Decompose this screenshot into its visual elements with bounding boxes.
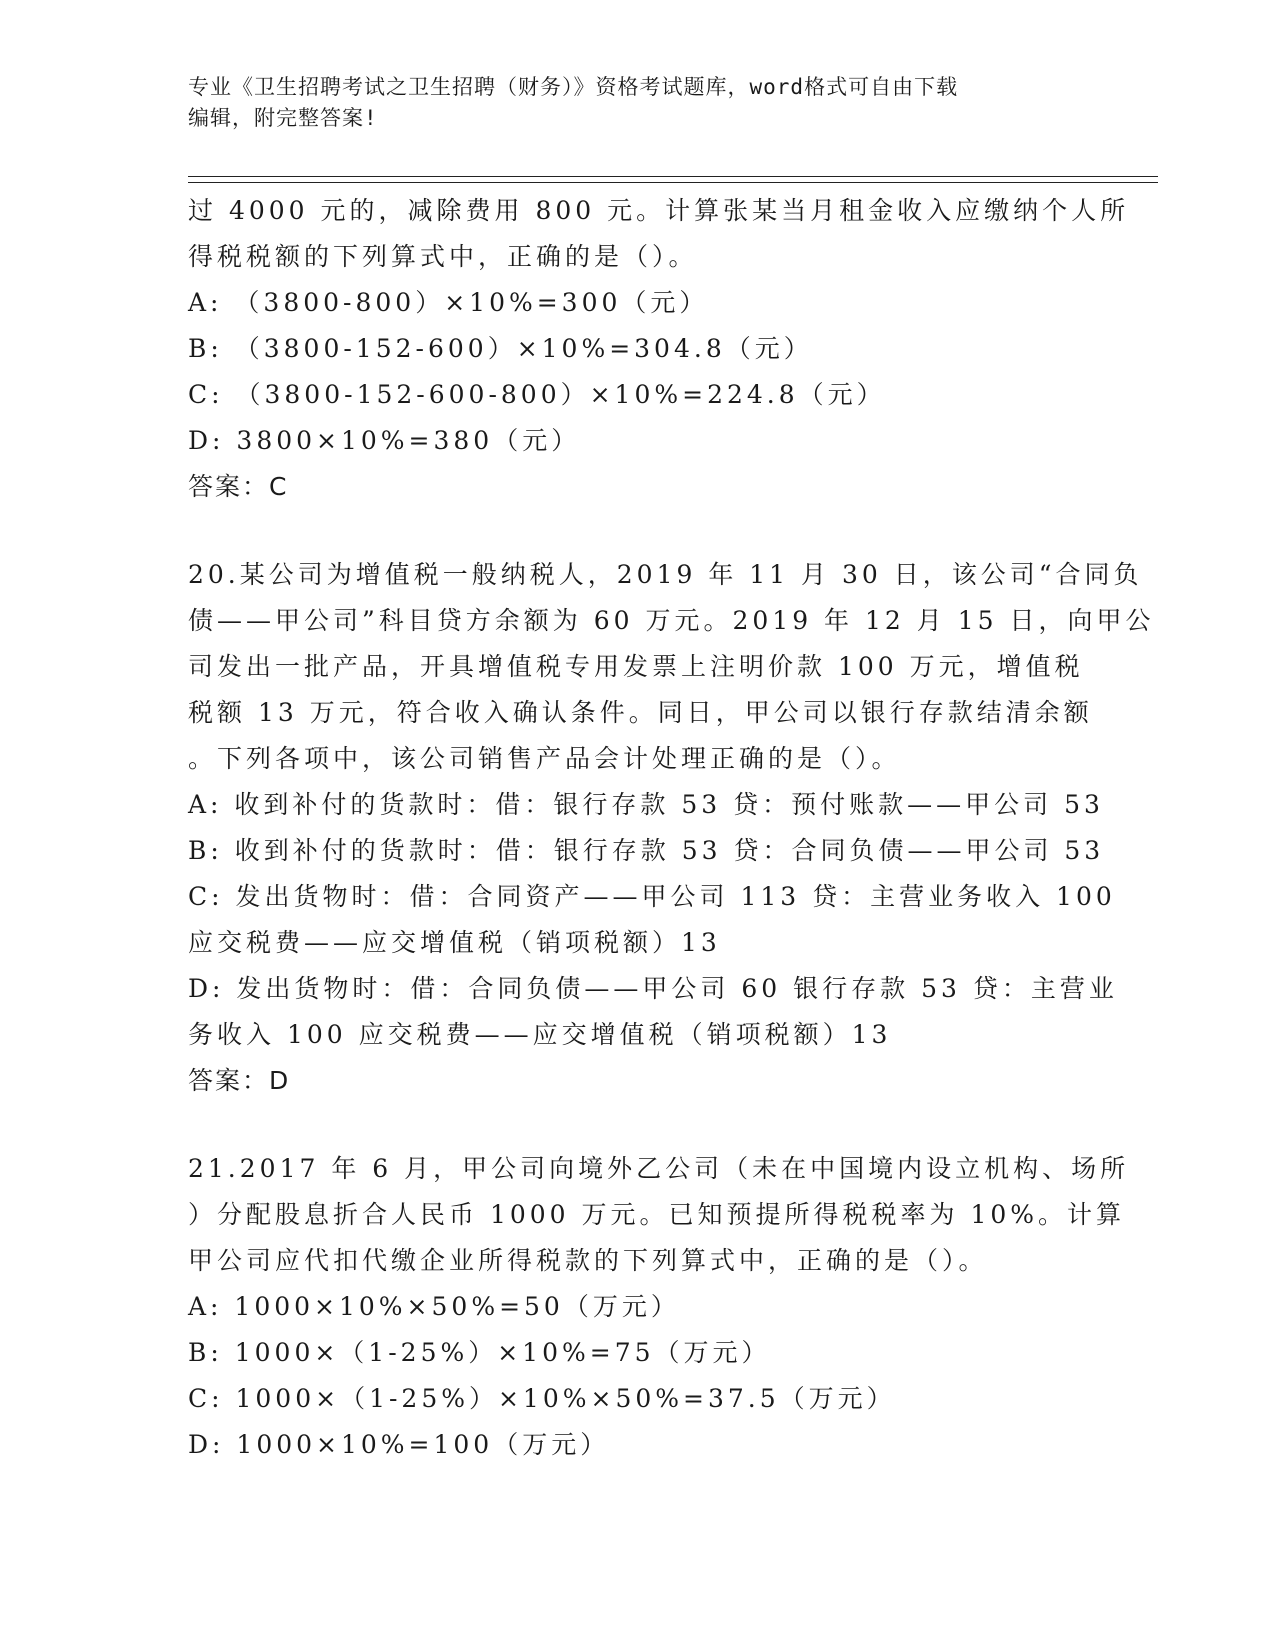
option-d-continued: 务收入 100 应交税费——应交增值税（销项税额）13	[188, 1020, 892, 1049]
option-d: D: 发出货物时：借：合同负债——甲公司 60 银行存款 53 贷：主营业	[188, 974, 1118, 1003]
question-text-line: 。下列各项中，该公司销售产品会计处理正确的是（）。	[188, 744, 901, 773]
question-text-line: 过 4000 元的，减除费用 800 元。计算张某当月租金收入应缴纳个人所	[188, 196, 1130, 225]
header-title-line-2: 编辑，附完整答案!	[188, 106, 378, 130]
option-c: C: 发出货物时：借：合同资产——甲公司 113 贷：主营业务收入 100	[188, 882, 1116, 911]
question-19	[188, 188, 1130, 510]
header-divider-top	[188, 176, 1158, 177]
option-c: C: 1000×（1-25%）×10%×50%=37.5（万元）	[188, 1384, 896, 1413]
question-spacer	[188, 510, 1088, 552]
option-c: C: （3800-152-600-800）×10%=224.8（元）	[188, 380, 886, 409]
option-d: D: 3800×10%=380（元）	[188, 426, 581, 455]
option-a: A: 1000×10%×50%=50（万元）	[188, 1292, 680, 1321]
option-d: D: 1000×10%=100（万元）	[188, 1430, 610, 1459]
question-text-line: 21.2017 年 6 月，甲公司向境外乙公司（未在中国境内设立机构、场所	[188, 1154, 1130, 1183]
option-b: B: 1000×（1-25%）×10%=75（万元）	[188, 1338, 771, 1367]
option-c-continued: 应交税费——应交增值税（销项税额）13	[188, 928, 721, 957]
question-spacer	[188, 1104, 1088, 1146]
question-text-line: 债——甲公司”科目贷方余额为 60 万元。2019 年 12 月 15 日，向甲公	[188, 606, 1155, 635]
option-b: B: （3800-152-600）×10%=304.8（元）	[188, 334, 813, 363]
option-a: A: 收到补付的货款时：借：银行存款 53 贷：预付账款——甲公司 53	[188, 790, 1104, 819]
header-title-line-1: 专业《卫生招聘考试之卫生招聘（财务）》资格考试题库，word格式可自由下载	[188, 75, 959, 99]
question-text-line: 司发出一批产品，开具增值税专用发票上注明价款 100 万元，增值税	[188, 652, 1084, 681]
option-a: A: （3800-800）×10%=300（元）	[188, 288, 709, 317]
question-text-line: 20.某公司为增值税一般纳税人，2019 年 11 月 30 日，该公司“合同负	[188, 560, 1143, 589]
question-text-line: 税额 13 万元，符合收入确认条件。同日，甲公司以银行存款结清余额	[188, 698, 1093, 727]
option-b: B: 收到补付的货款时：借：银行存款 53 贷：合同负债——甲公司 53	[188, 836, 1105, 865]
question-text-line: ）分配股息折合人民币 1000 万元。已知预提所得税税率为 10%。计算	[188, 1200, 1126, 1229]
document-body	[188, 188, 1155, 1468]
answer-label: 答案：C	[188, 472, 289, 501]
question-text-line: 得税税额的下列算式中，正确的是（）。	[188, 242, 698, 271]
answer-label: 答案：D	[188, 1066, 291, 1095]
header-divider-bottom	[188, 182, 1158, 183]
question-21	[188, 1146, 1130, 1468]
document-header	[188, 72, 1088, 134]
question-20	[188, 552, 1155, 1104]
question-text-line: 甲公司应代扣代缴企业所得税款的下列算式中，正确的是（）。	[188, 1246, 988, 1275]
